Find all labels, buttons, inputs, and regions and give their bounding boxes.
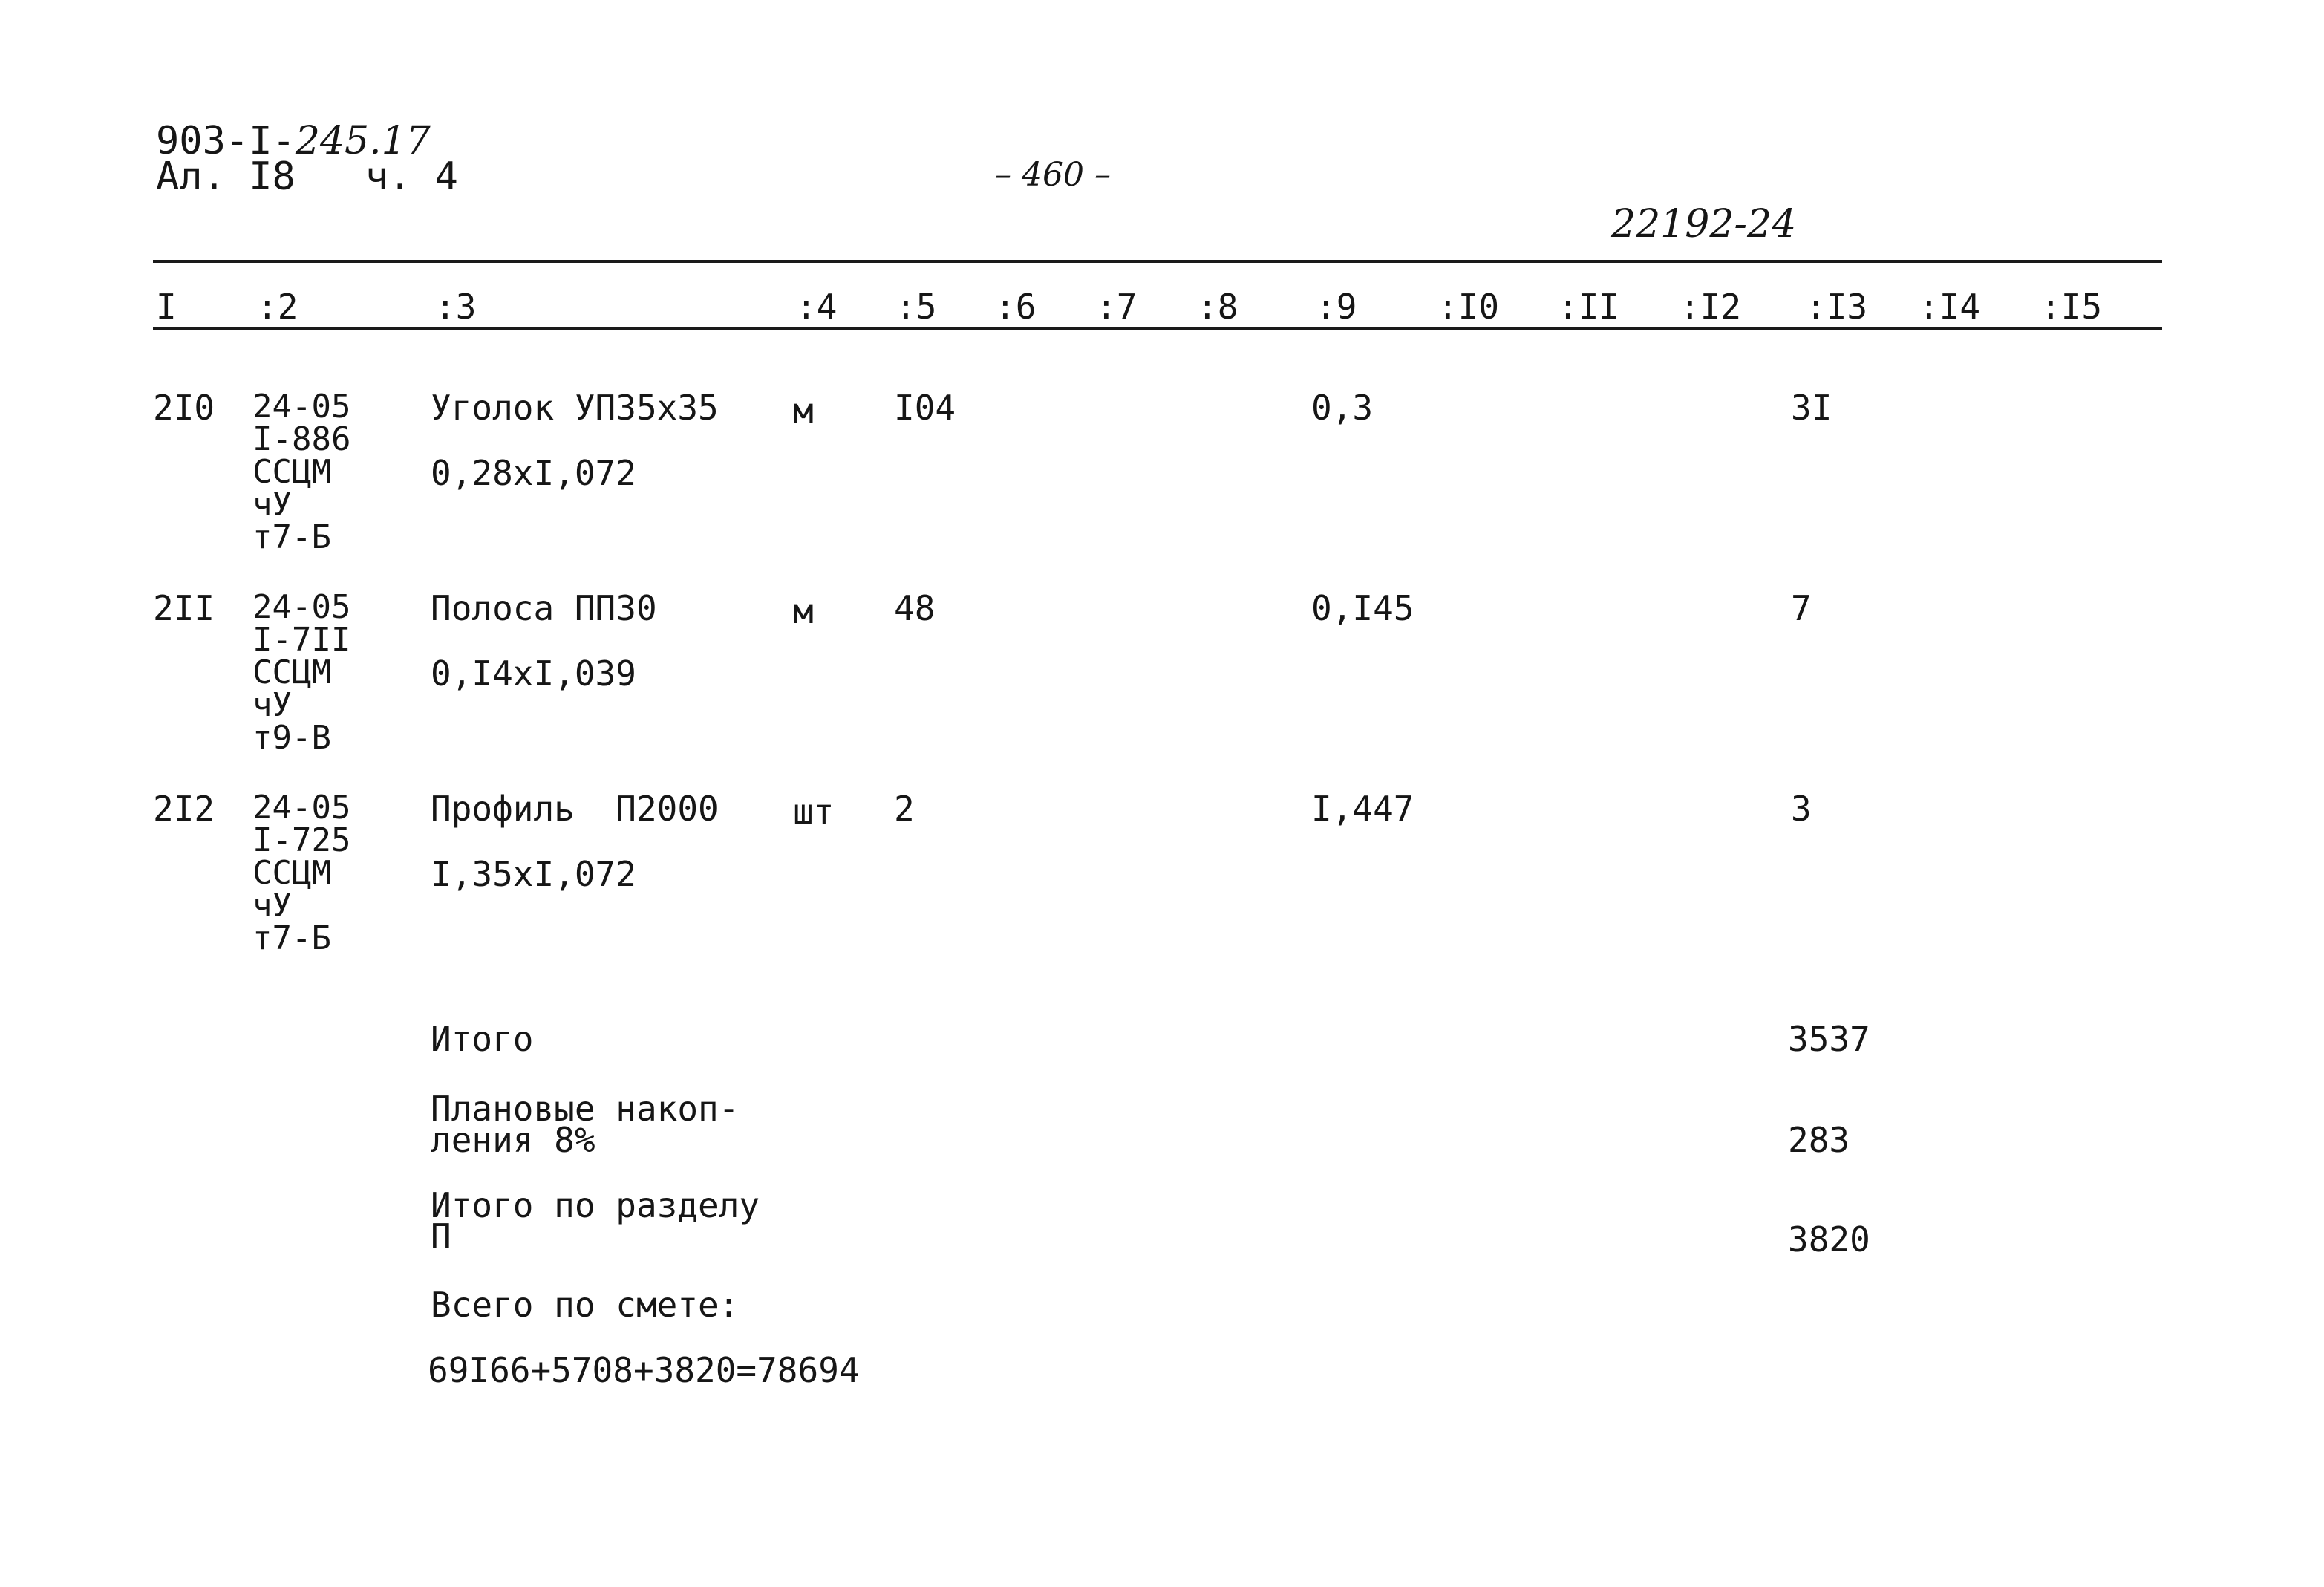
item-unit: м: [793, 391, 814, 431]
item-formula: 0,28хI,072: [431, 453, 636, 493]
planned-savings-label-line1: Плановые накоп-: [431, 1089, 740, 1129]
item-formula: 0,I4хI,039: [431, 654, 636, 694]
col-header-10: :I0: [1437, 287, 1500, 327]
col-header-7: :7: [1096, 287, 1137, 327]
item-name: Полоса ПП30: [431, 588, 657, 628]
code-line: чУ: [252, 686, 292, 724]
item-name: Уголок УП35х35: [431, 388, 719, 428]
grand-total-label: Всего по смете:: [431, 1285, 740, 1325]
section-total-label-line1: Итого по разделу: [431, 1185, 760, 1225]
subtotal-value: 3537: [1788, 1019, 1870, 1059]
item-unit-price: 0,I45: [1311, 588, 1414, 628]
code-line: 24-05: [252, 588, 351, 626]
doc-number: 22192-24: [1611, 202, 1797, 247]
header-bottom-rule: [153, 327, 2162, 330]
item-unit: шт: [793, 792, 835, 832]
code-line: 24-05: [252, 388, 351, 426]
planned-savings-value: 283: [1788, 1120, 1850, 1160]
col-header-14: :I4: [1919, 287, 1981, 327]
code-line: I-886: [252, 420, 351, 458]
col-header-2: :2: [257, 287, 298, 327]
code-line: т9-В: [252, 719, 331, 757]
code-line: т7-Б: [252, 518, 331, 556]
item-name: Профиль П2000: [431, 789, 719, 829]
page-number: – 460 –: [995, 156, 1111, 194]
item-quantity: I04: [894, 388, 956, 428]
section-total-label-line2: П: [431, 1216, 451, 1257]
col-header-13: :I3: [1806, 287, 1868, 327]
col-header-9: :9: [1316, 287, 1357, 327]
code-line: ССЦМ: [252, 453, 331, 491]
col-header-3: :3: [435, 287, 477, 327]
planned-savings-label-line2: ления 8%: [431, 1120, 595, 1160]
item-total: 7: [1791, 588, 1812, 628]
col-header-15: :I5: [2040, 287, 2103, 327]
row-number: 2I2: [153, 789, 215, 829]
col-header-12: :I2: [1680, 287, 1742, 327]
col-header-1: I: [156, 287, 177, 327]
row-number: 2I0: [153, 388, 215, 428]
code-line: I-7II: [252, 621, 351, 659]
code-line: чУ: [252, 486, 292, 524]
code-line: I-725: [252, 821, 351, 859]
item-unit-price: I,447: [1311, 789, 1414, 829]
grand-total-formula: 69I66+5708+3820=78694: [428, 1350, 860, 1390]
item-quantity: 48: [894, 588, 936, 628]
subtotal-label: Итого: [431, 1019, 534, 1059]
section-total-value: 3820: [1788, 1219, 1870, 1260]
row-number: 2II: [153, 588, 215, 628]
item-formula: I,35хI,072: [431, 854, 636, 894]
code-line: т7-Б: [252, 919, 331, 957]
series-handwritten: 245.17: [295, 119, 431, 163]
col-header-11: :II: [1558, 287, 1620, 327]
series-prefix: 903-I-: [156, 119, 296, 163]
item-quantity: 2: [894, 789, 915, 829]
col-header-4: :4: [796, 287, 838, 327]
code-line: ССЦМ: [252, 654, 331, 691]
col-header-5: :5: [895, 287, 937, 327]
item-total: 3: [1791, 789, 1812, 829]
header-top-rule: [153, 260, 2162, 263]
album-part: Ал. I8 ч. 4: [156, 154, 458, 199]
item-unit: м: [793, 591, 814, 631]
item-total: 3I: [1791, 388, 1832, 428]
code-line: чУ: [252, 887, 292, 925]
col-header-8: :8: [1197, 287, 1238, 327]
code-line: 24-05: [252, 789, 351, 827]
col-header-6: :6: [995, 287, 1037, 327]
code-line: ССЦМ: [252, 854, 331, 892]
item-unit-price: 0,3: [1311, 388, 1374, 428]
